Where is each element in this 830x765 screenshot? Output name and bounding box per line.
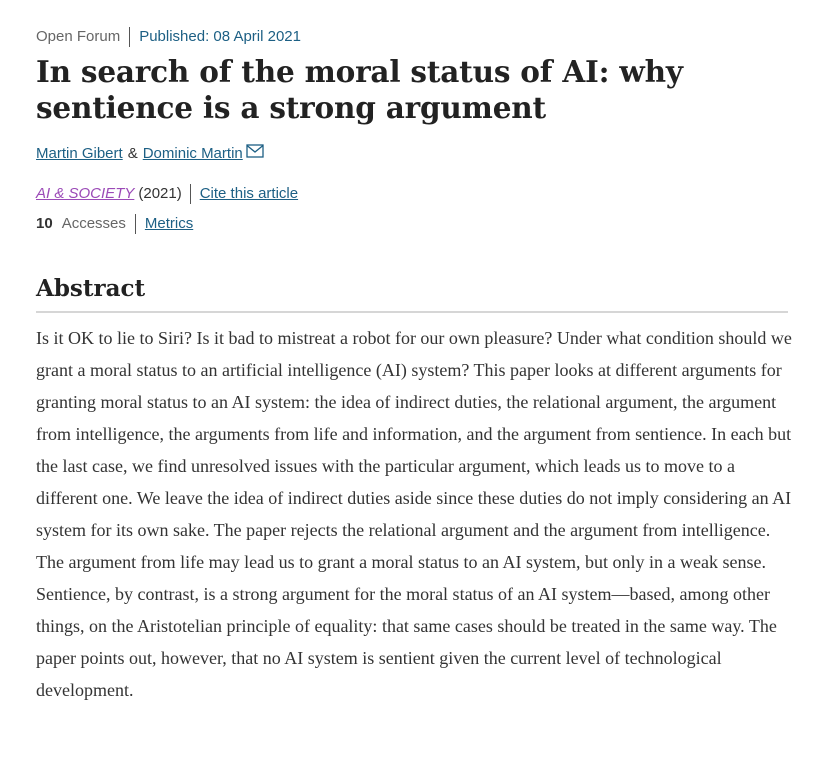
article-type: Open Forum (36, 28, 121, 45)
metrics-link[interactable]: Metrics (144, 215, 194, 232)
author-list (36, 144, 264, 164)
journal-link[interactable]: AI & SOCIETY (36, 185, 135, 202)
accesses-count: 10 (36, 215, 53, 232)
journal-year: (2021) (138, 185, 182, 202)
published-date: Published: 08 April 2021 (139, 28, 301, 45)
accesses-label: Accesses (61, 215, 126, 232)
stats-divider (135, 214, 136, 234)
article-stats (36, 214, 193, 234)
journal-info (36, 184, 298, 204)
author-link-dominic-martin[interactable]: Dominic Martin (142, 145, 243, 162)
journal-divider (190, 184, 191, 204)
abstract-divider (36, 311, 788, 313)
author-link-martin-gibert[interactable]: Martin Gibert (36, 145, 123, 162)
cite-article-link[interactable]: Cite this article (199, 185, 299, 202)
author-separator: & (127, 145, 138, 162)
article-meta (36, 27, 301, 47)
meta-divider (129, 27, 130, 47)
abstract-heading: Abstract (36, 275, 146, 302)
article-title: In search of the moral status of AI: why sentience is a strong argument (36, 54, 683, 125)
abstract-body: Is it OK to lie to Siri? Is it bad to mistreat a robot for our own pleasure? Under what condition should we grant a moral status to an artificial intelligence (AI) system? This paper looks at different arguments for granting moral status to an AI system: the idea of indirect duties, the relational argument, the argument from intelligence, the arguments from life and information, and the argument from sentience. In each but the last case, we find unresolved issues with the particular argument, which leads us to move to a different one. We leave the idea of indirect duties aside since these duties do not imply considering an AI system for its own sake. The paper rejects the relational argument and the argument from intelligence. The argument from life may lead us to grant a moral status to an AI system, but only in a weak sense. Sentience, by contrast, is a strong argument for the moral status of an AI system—based, among other things, on the Aristotelian principle of equality: that same cases should be treated in the same way. The paper points out, however, that no AI system is sentient given the current level of technological development. (36, 328, 792, 700)
envelope-icon[interactable] (246, 144, 264, 158)
